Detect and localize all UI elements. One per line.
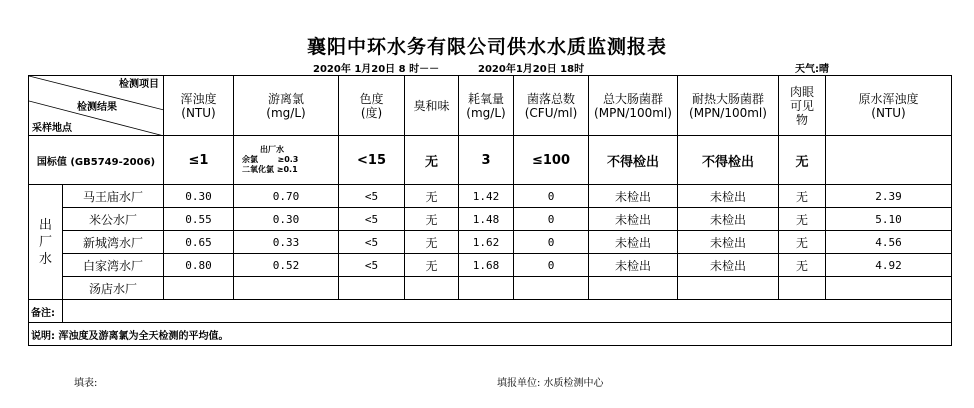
standard-row [29, 136, 952, 185]
remark-content[interactable] [63, 300, 952, 323]
standard-chlorine [234, 136, 339, 185]
table-row [29, 254, 952, 277]
standard-label: 国标值 (GB5749-2006) [29, 136, 164, 185]
plant-name: 马王庙水厂 [63, 185, 164, 208]
remark-row [29, 300, 952, 323]
standard-bacteria: ≤100 [514, 136, 589, 185]
note-row [29, 323, 952, 346]
chlorine-line-1: 出厂水 [260, 145, 284, 154]
corner-site-label: 采样地点 [32, 123, 72, 134]
cell-odor: 无 [405, 231, 459, 254]
cell-raw-turbidity: 2.39 [826, 185, 952, 208]
standard-thermo-coliform: 不得检出 [678, 136, 779, 185]
cell-coliform: 未检出 [589, 231, 678, 254]
plant-name: 白家湾水厂 [63, 254, 164, 277]
table-row [29, 277, 952, 300]
group-label-outlet: 出 厂 水 [29, 185, 63, 300]
cell-raw-turbidity [826, 277, 952, 300]
table-row [29, 208, 952, 231]
cell-color: <5 [339, 231, 405, 254]
cell-visible [779, 277, 826, 300]
filler-label: 填表: [74, 378, 98, 389]
cell-odor: 无 [405, 185, 459, 208]
col-header-coliform: 总大肠菌群 (MPN/100ml) [589, 76, 678, 136]
chlorine-line-2: 余氯 ≥0.3 [242, 155, 299, 164]
cell-thermo-coliform: 未检出 [678, 185, 779, 208]
cell-turbidity: 0.30 [164, 185, 234, 208]
header-row [29, 76, 952, 136]
report-unit-label: 填报单位: 水质检测中心 [497, 378, 604, 389]
col-header-odor: 臭和味 [405, 76, 459, 136]
chlorine-line-3: 二氧化氯 ≥0.1 [242, 165, 298, 174]
col-header-cod: 耗氧量 (mg/L) [459, 76, 514, 136]
report-title: 襄阳中环水务有限公司供水水质监测报表 [306, 36, 667, 58]
cell-odor: 无 [405, 208, 459, 231]
cell-cod: 1.62 [459, 231, 514, 254]
cell-color: <5 [339, 185, 405, 208]
col-header-raw-turbidity: 原水浑浊度 (NTU) [826, 76, 952, 136]
cell-chlorine: 0.70 [234, 185, 339, 208]
cell-bacteria: 0 [514, 208, 589, 231]
cell-visible: 无 [779, 231, 826, 254]
col-header-color: 色度 (度) [339, 76, 405, 136]
cell-chlorine: 0.33 [234, 231, 339, 254]
cell-cod [459, 277, 514, 300]
cell-thermo-coliform: 未检出 [678, 208, 779, 231]
standard-coliform: 不得检出 [589, 136, 678, 185]
standard-turbidity: ≤1 [164, 136, 234, 185]
cell-turbidity: 0.80 [164, 254, 234, 277]
standard-odor: 无 [405, 136, 459, 185]
cell-raw-turbidity: 4.92 [826, 254, 952, 277]
table-row [29, 185, 952, 208]
cell-color: <5 [339, 208, 405, 231]
corner-result-label: 检测结果 [77, 102, 117, 113]
cell-bacteria: 0 [514, 231, 589, 254]
standard-raw [826, 136, 952, 185]
cell-bacteria: 0 [514, 185, 589, 208]
cell-odor [405, 277, 459, 300]
table-row [29, 231, 952, 254]
cell-thermo-coliform [678, 277, 779, 300]
cell-odor: 无 [405, 254, 459, 277]
cell-bacteria [514, 277, 589, 300]
cell-coliform: 未检出 [589, 208, 678, 231]
cell-bacteria: 0 [514, 254, 589, 277]
cell-chlorine: 0.52 [234, 254, 339, 277]
cell-turbidity: 0.65 [164, 231, 234, 254]
cell-turbidity: 0.55 [164, 208, 234, 231]
corner-header [29, 76, 164, 136]
cell-raw-turbidity: 5.10 [826, 208, 952, 231]
cell-raw-turbidity: 4.56 [826, 231, 952, 254]
cell-coliform: 未检出 [589, 185, 678, 208]
cell-color: <5 [339, 254, 405, 277]
cell-chlorine: 0.30 [234, 208, 339, 231]
period-start: 2020年 1月20日 8 时－－ [313, 64, 440, 75]
col-header-chlorine: 游离氯 (mg/L) [234, 76, 339, 136]
period-end: 2020年1月20日 18时 [478, 64, 585, 75]
remark-label: 备注: [29, 300, 63, 323]
weather-label: 天气:晴 [795, 64, 829, 75]
col-header-turbidity: 浑浊度 (NTU) [164, 76, 234, 136]
cell-thermo-coliform: 未检出 [678, 231, 779, 254]
cell-visible: 无 [779, 185, 826, 208]
plant-name: 汤店水厂 [63, 277, 164, 300]
cell-visible: 无 [779, 254, 826, 277]
cell-chlorine [234, 277, 339, 300]
standard-color: <15 [339, 136, 405, 185]
plant-name: 米公水厂 [63, 208, 164, 231]
plant-name: 新城湾水厂 [63, 231, 164, 254]
col-header-bacteria: 菌落总数 (CFU/ml) [514, 76, 589, 136]
col-header-visible: 肉眼 可见 物 [779, 76, 826, 136]
col-header-thermo-coliform: 耐热大肠菌群 (MPN/100ml) [678, 76, 779, 136]
standard-visible: 无 [779, 136, 826, 185]
note-text: 说明: 浑浊度及游离氯为全天检测的平均值。 [29, 323, 952, 346]
standard-cod: 3 [459, 136, 514, 185]
cell-turbidity [164, 277, 234, 300]
cell-coliform [589, 277, 678, 300]
cell-thermo-coliform: 未检出 [678, 254, 779, 277]
corner-item-label: 检测项目 [119, 79, 159, 90]
cell-cod: 1.48 [459, 208, 514, 231]
water-quality-table [28, 75, 952, 346]
cell-visible: 无 [779, 208, 826, 231]
cell-color [339, 277, 405, 300]
cell-cod: 1.68 [459, 254, 514, 277]
cell-coliform: 未检出 [589, 254, 678, 277]
cell-cod: 1.42 [459, 185, 514, 208]
